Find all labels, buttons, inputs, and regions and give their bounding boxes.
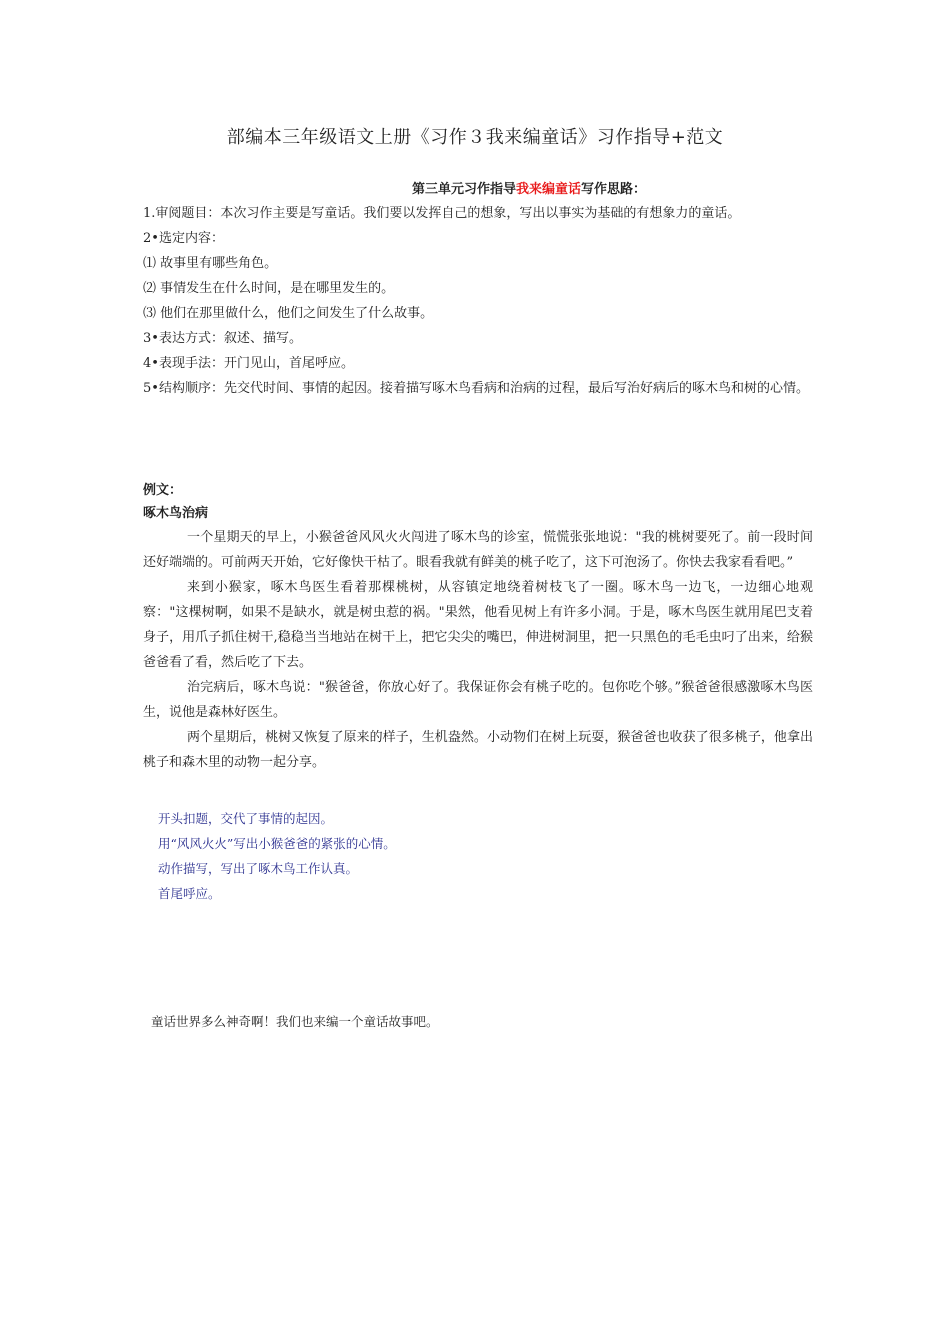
guide-item: ⑴ 故事里有哪些角色。	[143, 256, 278, 271]
guide-item: 2•选定内容：	[143, 231, 224, 246]
annotation-note: 用“风风火火”写出小猴爸爸的紧张的心情。	[158, 836, 396, 851]
annotation-notes	[158, 806, 396, 906]
story-title: 啄木鸟治病	[143, 506, 209, 521]
example-story	[143, 525, 813, 775]
guide-item: ⑵ 事情发生在什么时间，是在哪里发生的。	[143, 281, 395, 296]
annotation-note: 开头扣题，交代了事情的起因。	[158, 811, 334, 826]
subtitle-prefix: 第三单元习作指导	[412, 182, 517, 197]
story-paragraph: 来到小猴家，啄木鸟医生看着那棵桃树，从容镇定地绕着树枝飞了一圈。啄木鸟一边飞，一边细心地观察："这棵树啊，如果不是缺水，就是树虫惹的祸。"果然，他看见树上有许多小洞。于是，啄木鸟医生就用尾巴支着身子，用爪子抓住树干,稳稳当当地站在树干上，把它尖尖的嘴巴，伸进树洞里，把一只黑色的毛毛虫叼了出来，给猴爸爸看了看，然后吃了下去。	[143, 580, 813, 670]
story-paragraph: 两个星期后，桃树又恢复了原来的样子，生机盎然。小动物们在树上玩耍，猴爸爸也收获了很多桃子，他拿出桃子和森木里的动物一起分享。	[143, 730, 813, 770]
annotation-note: 动作描写，写出了啄木鸟工作认真。	[158, 861, 359, 876]
story-paragraph: 治完病后，啄木鸟说："猴爸爸，你放心好了。我保证你会有桃子吃的。包你吃个够。”猴爸爸很感激啄木鸟医生，说他是森林好医生。	[143, 680, 813, 720]
guide-item: ⑶ 他们在那里做什么，他们之间发生了什么故事。	[143, 306, 434, 321]
guide-item: 5•结构顺序：先交代时间、事情的起因。接着描写啄木鸟看病和治病的过程，最后写治好病后的啄木鸟和树的心情。	[143, 381, 809, 396]
writing-guide	[143, 201, 813, 401]
section-subtitle	[412, 178, 646, 197]
closing-line: 童话世界多么神奇啊！我们也来编一个童话故事吧。	[151, 1014, 439, 1029]
guide-item: 4•表现手法：开门见山，首尾呼应。	[143, 356, 354, 371]
guide-item: 1.审阅题目：本次习作主要是写童话。我们要以发挥自己的想象，写出以事实为基础的有想象力的童话。	[143, 206, 741, 221]
subtitle-suffix: 写作思路：	[581, 182, 647, 197]
page-title: 部编本三年级语文上册《习作３我来编童话》习作指导+范文	[226, 127, 724, 148]
guide-item: 3•表达方式：叙述、描写。	[143, 331, 302, 346]
story-paragraph: 一个星期天的早上，小猴爸爸风风火火闯进了啄木鸟的诊室，慌慌张张地说："我的桃树要死了。前一段时间还好端端的。可前两天开始，它好像快干枯了。眼看我就有鲜美的桃子吃了，这下可泡汤了。你快去我家看看吧。”	[143, 530, 813, 570]
example-label: 例文：	[143, 483, 183, 498]
annotation-note: 首尾呼应。	[158, 886, 221, 901]
subtitle-highlight: 我来编童话	[516, 182, 582, 197]
